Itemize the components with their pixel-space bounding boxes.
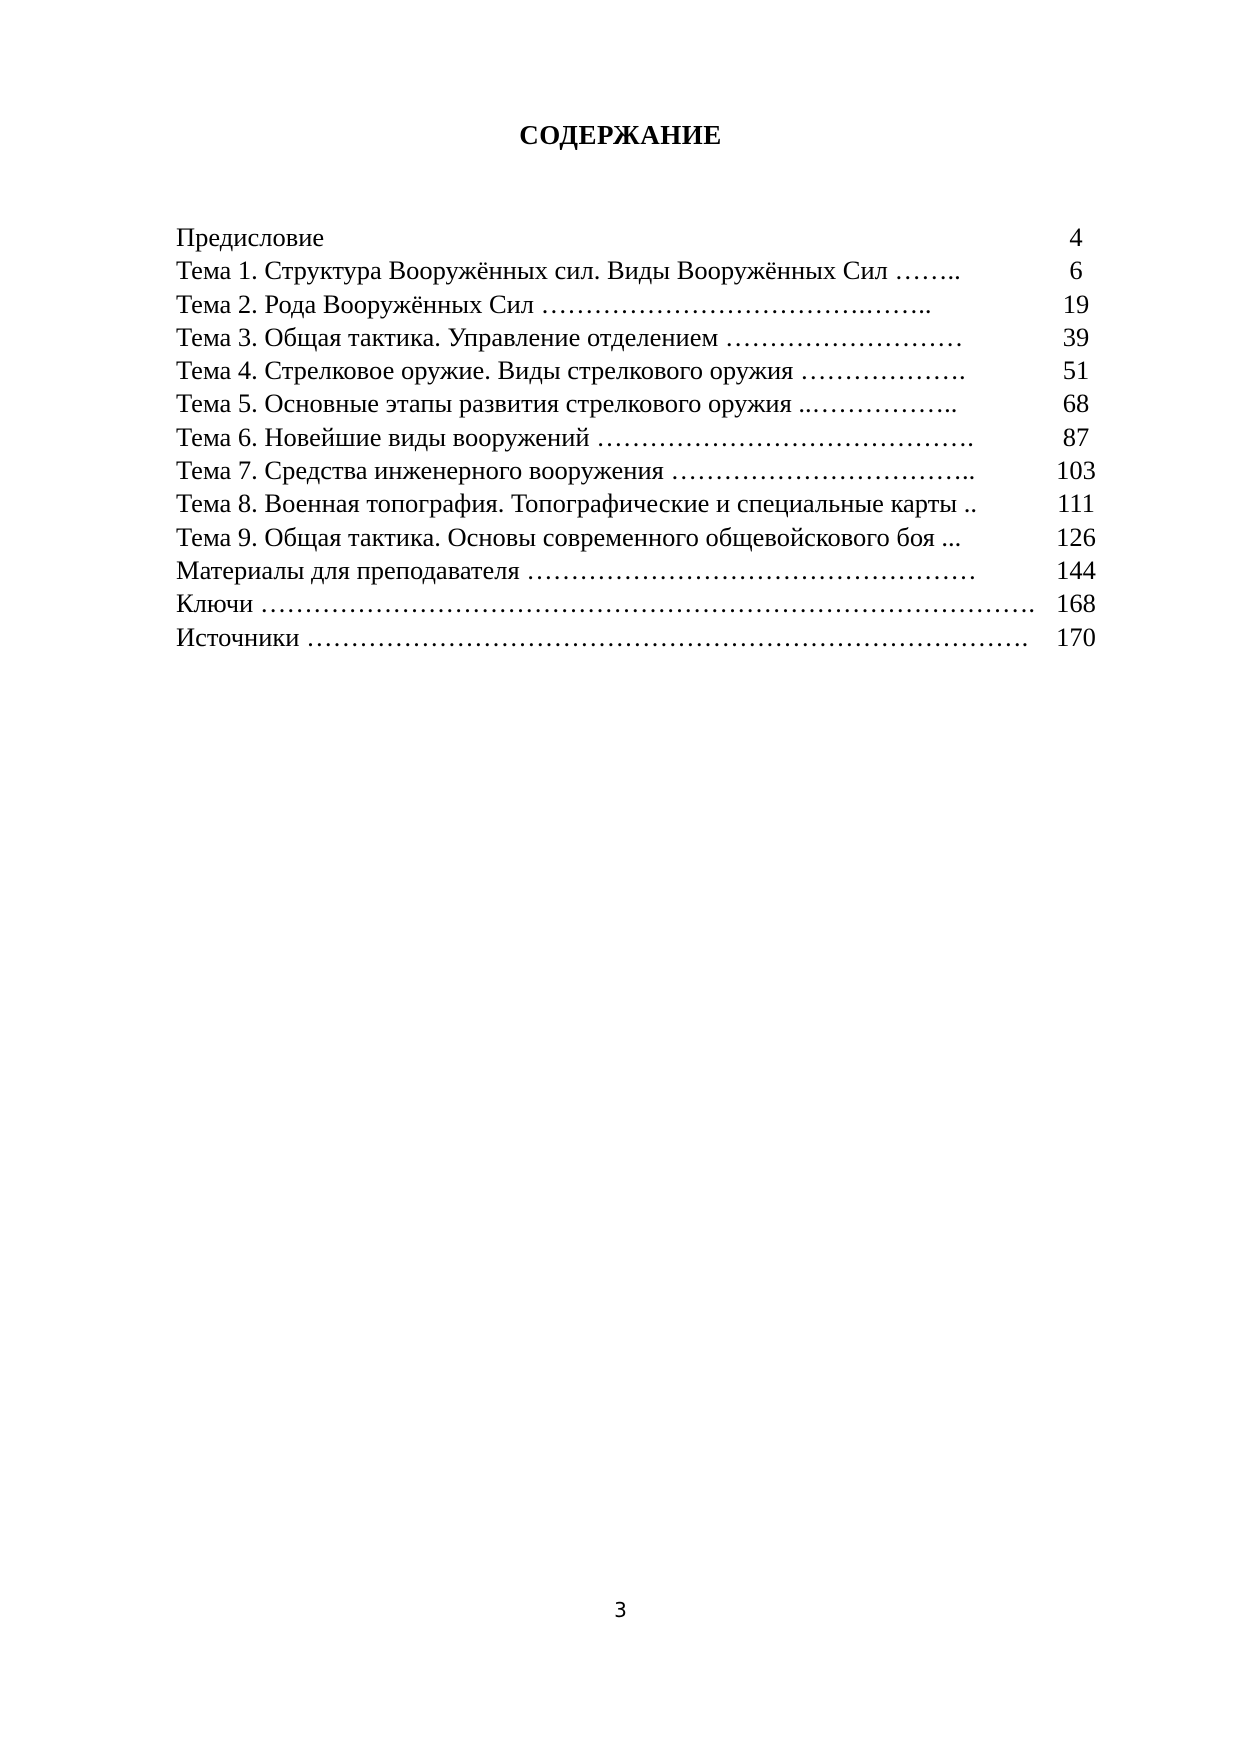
toc-entry-page: 39: [1062, 321, 1090, 352]
toc-entry-text: Тема 9. Общая тактика. Основы современного общевойскового боя ...: [176, 521, 962, 552]
toc-entry-text: Тема 3. Общая тактика. Управление отделением ………………………: [176, 321, 964, 352]
toc-entry-text: Тема 7. Средства инженерного вооружения ……………………………..: [176, 455, 976, 486]
toc-entry-topic-3: [176, 321, 1136, 354]
toc-entry-text: Тема 6. Новейшие виды вооружений …………………………………….: [176, 421, 974, 452]
toc-entry-text: Ключи …………………………………………………………………………….: [176, 588, 1035, 619]
toc-entry-text: Тема 2. Рода Вооружённых Сил ……………………………….……..: [176, 288, 932, 319]
toc-entry-topic-1: [176, 254, 1136, 287]
table-of-contents: [176, 221, 1136, 654]
toc-entry-text: Тема 5. Основные этапы развития стрелкового оружия ..……………..: [176, 388, 958, 419]
toc-entry-text: Тема 8. Военная топография. Топографические и специальные карты ..: [176, 488, 977, 519]
page-number: 3: [614, 1598, 627, 1622]
toc-entry-topic-8: [176, 487, 1136, 520]
toc-entry-page: 111: [1057, 488, 1095, 519]
toc-entry-text: Тема 1. Структура Вооружённых сил. Виды Вооружённых Сил ……..: [176, 255, 961, 286]
toc-entry-topic-4: [176, 354, 1136, 387]
toc-entry-page: 6: [1069, 255, 1083, 286]
toc-entry-page: 4: [1069, 222, 1083, 252]
toc-entry-topic-9: [176, 521, 1136, 554]
toc-entry-topic-2: [176, 288, 1136, 321]
toc-entry-page: 51: [1062, 355, 1090, 386]
toc-entry-text: Источники ……………………………………………………………………….: [176, 621, 1029, 652]
toc-entry-page: 19: [1062, 288, 1090, 319]
toc-entry-page: 144: [1056, 554, 1096, 585]
page-title: СОДЕРЖАНИЕ: [519, 120, 722, 150]
toc-entry-topic-6: [176, 421, 1136, 454]
toc-entry-page: 168: [1056, 588, 1096, 619]
toc-entry-keys: [176, 587, 1136, 620]
toc-entry-text: Материалы для преподавателя ……………………………………………: [176, 554, 977, 585]
toc-entry-page: 68: [1062, 388, 1090, 419]
toc-entry-page: 103: [1056, 455, 1096, 486]
toc-entry-teacher-materials: [176, 554, 1136, 587]
toc-entry-preface: [176, 221, 1136, 254]
toc-entry-text: Предисловие: [176, 222, 325, 252]
toc-entry-topic-7: [176, 454, 1136, 487]
toc-entry-text: Тема 4. Стрелковое оружие. Виды стрелкового оружия ……………….: [176, 355, 966, 386]
toc-entry-sources: [176, 621, 1136, 654]
toc-entry-page: 126: [1056, 521, 1096, 552]
toc-entry-page: 170: [1056, 621, 1096, 652]
toc-entry-page: 87: [1062, 421, 1090, 452]
toc-entry-topic-5: [176, 387, 1136, 420]
